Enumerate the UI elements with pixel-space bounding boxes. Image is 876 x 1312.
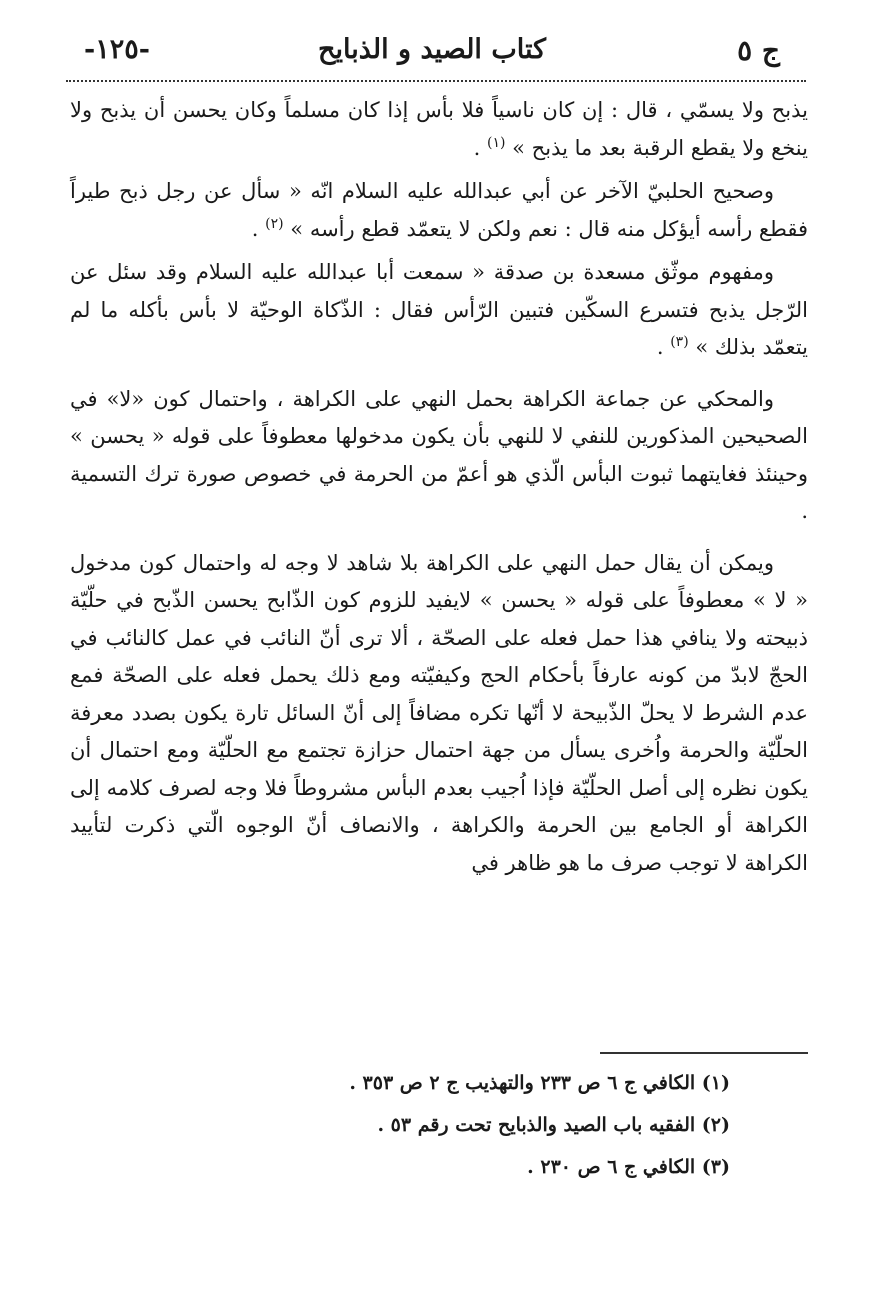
running-head (84, 34, 780, 74)
footnote-marker: (٣) (670, 334, 689, 350)
footnote-divider (600, 1052, 808, 1054)
paragraph (70, 545, 808, 883)
paragraph (70, 254, 808, 367)
footnote: (٣) الكافي ج ٦ ص ٢٣٠ . (527, 1156, 730, 1178)
paragraph-tail: . (656, 335, 671, 359)
footnote: (١) الكافي ج ٦ ص ٢٣٣ والتهذيب ج ٢ ص ٣٥٣ . (349, 1072, 730, 1094)
footnote: (٢) الفقيه باب الصيد والذبايح تحت رقم ٥٣ . (377, 1114, 730, 1136)
paragraph-text: وصحيح الحلبيّ الآخر عن أبي عبدالله عليه السلام انّه « سأل عن رجل ذبح طيراً فقطع رأسه أيؤكل منه قال : نعم ولكن لا يتعمّد قطع رأسه » (70, 179, 808, 241)
volume-label: ج ٥ (737, 34, 780, 67)
header-divider (66, 80, 806, 82)
footnote-marker: (١) (486, 134, 506, 151)
paragraph-text: والمحكي عن جماعة الكراهة بحمل النهي على الكراهة ، واحتمال كون «لا» في الصحيحين المذكورين للنفي لا للنهي بأن يكون مدخولها معطوفاً على قوله « يحسن » وحينئذ فغايتهما ثبوت البأس الّذي هو أعمّ من الحرمة في خصوص صورة ترك التسمية . (70, 386, 808, 523)
paragraph (70, 173, 808, 248)
paragraph-text: يذبح ولا يسمّي ، قال : إن كان ناسياً فلا بأس إذا كان مسلماً وكان يحسن أن يذبح ولا ينخع ولا يقطع الرقبة بعد ما يذبح » (70, 98, 808, 160)
paragraph-text: ومفهوم موثّق مسعدة بن صدقة « سمعت أبا عبدالله عليه السلام وقد سئل عن الرّجل يذبح فتسرع السكّين فتبين الرّأس فقال : الذّكاة الوحيّة لا بأس بأكله ما لم يتعمّد بذلك » (70, 260, 808, 359)
paragraph-tail: . (473, 135, 487, 160)
paragraph-tail: . (251, 216, 266, 241)
paragraph-text: ويمكن أن يقال حمل النهي على الكراهة بلا شاهد لا وجه له واحتمال كون مدخول « لا » معطوفاً على قوله « يحسن » لايفيد للزوم كون الذّابح يحسن الذّبح في حلّيّة ذبيحته ولا ينافي هذا حمل فعله على الصحّة ، ألا ترى أنّ النائب في عمل كالنائب في الحجّ لابدّ من كونه عارفاً بأحكام الحج وكيفيّته ومع ذلك يحمل فعله على الصحّة فمع عدم الشرط لا يحلّ الذّبيحة لا أنّها تكره مضافاً إلى أنّ السائل تارة يكون بصدد معرفة الحلّيّة والحرمة واُخرى يسأل من جهة احتمال حزازة تجتمع مع الحلّيّة ومع احتمال أن يكون نظره إلى أصل الحلّيّة فإذا اُجيب بعدم البأس مشروطاً فلا وجه لصرف كلامه إلى الكراهة أو الجامع بين الحرمة والكراهة ، والانصاف أنّ الوجوه الّتي ذكرت لتأييد الكراهة لا توجب صرف ما هو ظاهر في (70, 550, 808, 875)
footnote-marker: (٢) (265, 215, 284, 232)
page-number: -١٢٥- (84, 34, 150, 65)
paragraph (70, 92, 808, 167)
main-text (70, 92, 808, 888)
footnotes (210, 1062, 730, 1188)
chapter-title: كتاب الصيد و الذبايح (318, 34, 546, 65)
paragraph (70, 381, 808, 531)
